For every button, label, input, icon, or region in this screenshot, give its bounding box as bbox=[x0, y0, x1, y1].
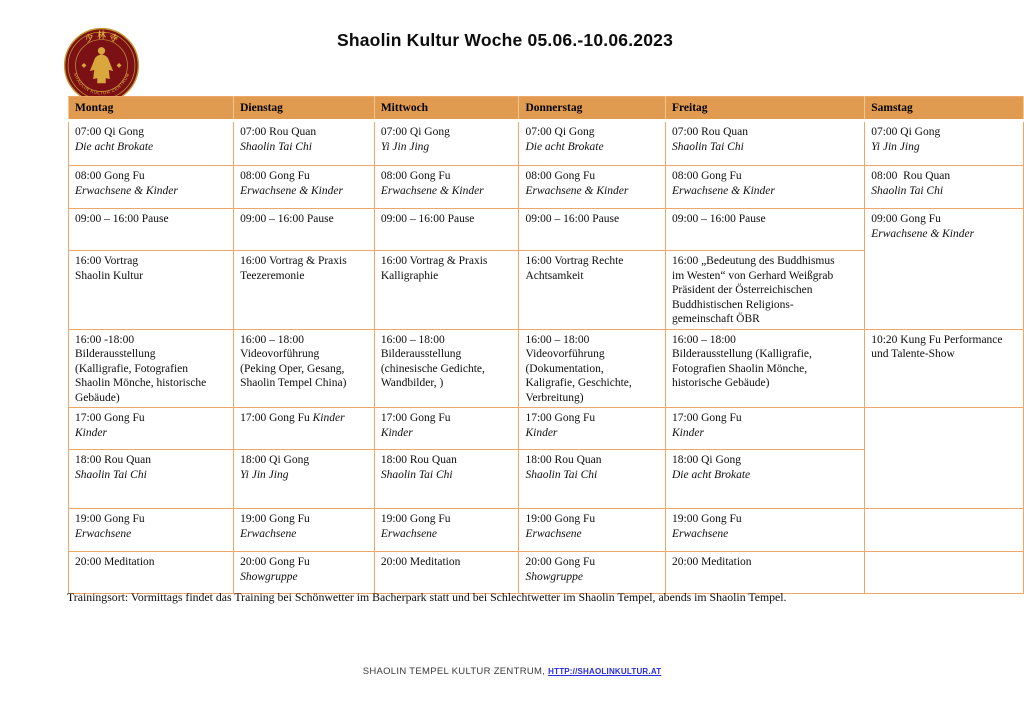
schedule-row-1 bbox=[69, 166, 1024, 209]
logo-ring-text: SHAOLIN KULTUR ZENTRUM bbox=[72, 72, 131, 96]
schedule-cell-line: Teezeremonie bbox=[240, 269, 305, 282]
schedule-cell-line: und Talente-Show bbox=[871, 348, 955, 360]
schedule-cell-line: Bilderausstellung bbox=[75, 348, 156, 360]
schedule-cell-r6-c1 bbox=[234, 450, 375, 509]
schedule-cell-line: 16:00 – 18:00 bbox=[380, 333, 445, 346]
schedule-cell-line: Kaligrafie, Geschichte, bbox=[525, 377, 632, 389]
schedule-cell-line: Shaolin Tai Chi bbox=[525, 468, 598, 481]
schedule-cell-r7-c1 bbox=[234, 509, 375, 552]
schedule-cell-line: Yi Jin Jing bbox=[240, 468, 289, 481]
schedule-cell-r4-c1 bbox=[234, 329, 375, 408]
footer-org-text: SHAOLIN TEMPEL KULTUR ZENTRUM, bbox=[362, 666, 549, 677]
schedule-row-8 bbox=[69, 552, 1024, 594]
schedule-cell-line: 19:00 Gong Fu bbox=[525, 513, 596, 525]
schedule-cell-line: Kinder bbox=[380, 426, 413, 439]
schedule-cell-line: Shaolin Mönche, historische bbox=[75, 377, 207, 389]
day-header-freitag: Freitag bbox=[666, 97, 865, 121]
schedule-cell-r3-c1 bbox=[234, 251, 375, 330]
schedule-cell-line: 17:00 Gong Fu Kinder bbox=[240, 412, 345, 424]
schedule-cell-r8-c5 bbox=[865, 552, 1024, 594]
schedule-cell-line: (Kalligrafie, Fotografien bbox=[75, 362, 189, 375]
schedule-cell-line: 20:00 Gong Fu bbox=[525, 556, 596, 568]
schedule-cell-line: historische Gebäude) bbox=[672, 377, 770, 389]
schedule-table bbox=[68, 96, 1024, 594]
day-header-donnerstag: Donnerstag bbox=[519, 97, 666, 121]
schedule-cell-line: gemeinschaft ÖBR bbox=[672, 313, 760, 325]
schedule-cell-r4-c5 bbox=[865, 329, 1024, 408]
schedule-cell-line: 19:00 Gong Fu bbox=[672, 513, 742, 525]
schedule-cell-line: Shaolin Tai Chi bbox=[871, 184, 944, 197]
schedule-cell-line: 17:00 Gong Fu bbox=[672, 412, 742, 424]
schedule-cell-r7-c4 bbox=[666, 509, 865, 552]
trainings-note: Trainingsort: Vormittags findet das Training bei Schönwetter im Bacherpark statt und bei Schlechtwetter im Shaolin Tempel, abends im Shaolin Tempel. bbox=[67, 590, 787, 604]
schedule-cell-r6-c0 bbox=[69, 450, 234, 509]
day-header-montag: Montag bbox=[69, 97, 234, 121]
schedule-cell-r2-c0 bbox=[69, 209, 234, 251]
schedule-cell-r1-c3 bbox=[519, 166, 666, 209]
schedule-cell-r1-c2 bbox=[374, 166, 519, 209]
schedule-cell-r3-c0 bbox=[69, 251, 234, 330]
schedule-cell-line: Bilderausstellung bbox=[380, 348, 462, 360]
schedule-cell-line: Erwachsene & Kinder bbox=[525, 184, 629, 197]
schedule-cell-line: Kalligraphie bbox=[380, 269, 439, 282]
schedule-cell-r3-c2 bbox=[374, 251, 519, 330]
schedule-cell-r5-c2 bbox=[374, 408, 519, 450]
schedule-cell-r0-c2 bbox=[374, 121, 519, 166]
schedule-cell-line: 09:00 – 16:00 Pause bbox=[380, 213, 475, 225]
schedule-row-0 bbox=[69, 121, 1024, 166]
schedule-cell-r6-c3 bbox=[519, 450, 666, 509]
schedule-cell-line: Kinder bbox=[672, 426, 704, 439]
schedule-cell-line: 18:00 Qi Gong bbox=[240, 454, 310, 466]
site-footer bbox=[0, 666, 1024, 677]
schedule-cell-r8-c3 bbox=[519, 552, 666, 594]
schedule-cell-line: 16:00 – 18:00 bbox=[240, 333, 304, 346]
schedule-cell-line: 18:00 Qi Gong bbox=[672, 454, 741, 466]
schedule-cell-line: 08:00 Gong Fu bbox=[380, 170, 451, 182]
schedule-cell-line: Fotografien Shaolin Mönche, bbox=[672, 362, 808, 375]
schedule-table-body bbox=[69, 121, 1024, 594]
schedule-cell-r6-c2 bbox=[374, 450, 519, 509]
schedule-cell-r5-c4 bbox=[666, 408, 865, 450]
schedule-cell-r1-c0 bbox=[69, 166, 234, 209]
schedule-cell-line: Erwachsene bbox=[75, 527, 132, 540]
schedule-cell-line: Gebäude) bbox=[75, 391, 120, 404]
schedule-cell-line: 09:00 – 16:00 Pause bbox=[240, 213, 334, 225]
schedule-cell-line: Bilderausstellung (Kalligrafie, bbox=[672, 348, 812, 360]
schedule-row-4 bbox=[69, 329, 1024, 408]
schedule-cell-line: 19:00 Gong Fu bbox=[380, 513, 451, 525]
schedule-cell-r6-c4 bbox=[666, 450, 865, 509]
schedule-row-5 bbox=[69, 408, 1024, 450]
schedule-cell-line: 09:00 – 16:00 Pause bbox=[672, 213, 766, 225]
schedule-cell-line: Erwachsene & Kinder bbox=[380, 184, 484, 197]
schedule-cell-line: 20:00 Meditation bbox=[672, 556, 752, 568]
schedule-cell-line: Shaolin Tai Chi bbox=[75, 468, 147, 481]
schedule-cell-line: Showgruppe bbox=[525, 570, 583, 583]
schedule-cell-line: 08:00 Rou Quan bbox=[871, 170, 951, 182]
schedule-cell-r7-c3 bbox=[519, 509, 666, 552]
schedule-cell-line: Erwachsene bbox=[380, 527, 438, 540]
schedule-cell-line: 17:00 Gong Fu bbox=[75, 412, 145, 424]
schedule-cell-line: 19:00 Gong Fu bbox=[75, 513, 145, 525]
schedule-cell-line: 17:00 Gong Fu bbox=[380, 412, 451, 424]
schedule-cell-line: 17:00 Gong Fu bbox=[525, 412, 596, 424]
schedule-cell-line: Erwachsene bbox=[240, 527, 297, 540]
schedule-cell-line: Shaolin Tai Chi bbox=[240, 140, 312, 153]
schedule-cell-line: 16:00 Vortrag Rechte bbox=[525, 255, 624, 267]
schedule-cell-line: Wandbilder, ) bbox=[380, 377, 444, 389]
schedule-cell-r2-c2 bbox=[374, 209, 519, 251]
day-header-dienstag: Dienstag bbox=[234, 97, 375, 121]
schedule-cell-line: 20:00 Meditation bbox=[75, 556, 155, 568]
schedule-cell-r4-c0 bbox=[69, 329, 234, 408]
schedule-cell-line: im Westen“ von Gerhard Weißgrab bbox=[672, 269, 834, 282]
schedule-cell-r1-c1 bbox=[234, 166, 375, 209]
schedule-cell-line: 07:00 Rou Quan bbox=[240, 126, 317, 138]
schedule-cell-r0-c1 bbox=[234, 121, 375, 166]
schedule-cell-line: 08:00 Gong Fu bbox=[75, 170, 145, 182]
schedule-cell-r0-c4 bbox=[666, 121, 865, 166]
page-title: Shaolin Kultur Woche 05.06.-10.06.2023 bbox=[336, 30, 673, 50]
schedule-cell-line: Die acht Brokate bbox=[75, 140, 154, 153]
schedule-cell-line: (chinesische Gedichte, bbox=[380, 362, 485, 375]
schedule-cell-line: 20:00 Gong Fu bbox=[240, 556, 310, 568]
schedule-cell-line: 16:00 Vortrag & Praxis bbox=[380, 255, 488, 267]
schedule-cell-line: (Peking Oper, Gesang, bbox=[240, 362, 345, 375]
schedule-cell-r4-c2 bbox=[374, 329, 519, 408]
schedule-cell-line: Buddhistischen Religions- bbox=[672, 298, 794, 311]
schedule-cell-line: Präsident der Österreichischen bbox=[672, 284, 813, 296]
schedule-cell-r0-c5 bbox=[865, 121, 1024, 166]
schedule-cell-line: Kinder bbox=[75, 426, 107, 439]
schedule-cell-line: 07:00 Qi Gong bbox=[871, 126, 941, 138]
schedule-cell-line: Shaolin Tai Chi bbox=[380, 468, 453, 481]
schedule-cell-r8-c4 bbox=[666, 552, 865, 594]
footer-website-link[interactable]: HTTP://SHAOLINKULTUR.AT bbox=[548, 667, 662, 676]
schedule-cell-line: 09:00 Gong Fu bbox=[871, 213, 941, 225]
schedule-cell-line: Videovorführung bbox=[240, 348, 320, 360]
schedule-cell-line: 07:00 Qi Gong bbox=[380, 126, 450, 138]
schedule-cell-line: Erwachsene & Kinder bbox=[871, 227, 975, 240]
schedule-cell-line: Die acht Brokate bbox=[525, 140, 604, 153]
schedule-cell-r2-c1 bbox=[234, 209, 375, 251]
schedule-cell-line: 08:00 Gong Fu bbox=[525, 170, 596, 182]
logo-top-characters: 少 林 寺 bbox=[83, 30, 120, 44]
schedule-cell-line: Die acht Brokate bbox=[672, 468, 751, 481]
schedule-cell-line: Showgruppe bbox=[240, 570, 298, 583]
schedule-cell-line: Shaolin Tai Chi bbox=[672, 140, 744, 153]
schedule-cell-line: 16:00 – 18:00 bbox=[672, 333, 736, 346]
schedule-cell-r1-c5 bbox=[865, 166, 1024, 209]
schedule-cell-line: Erwachsene & Kinder bbox=[75, 184, 178, 197]
schedule-cell-r7-c2 bbox=[374, 509, 519, 552]
schedule-cell-r0-c0 bbox=[69, 121, 234, 166]
schedule-cell-line: 09:00 – 16:00 Pause bbox=[525, 213, 620, 225]
schedule-cell-r8-c1 bbox=[234, 552, 375, 594]
schedule-cell-r3-c4 bbox=[666, 251, 865, 330]
schedule-cell-r0-c3 bbox=[519, 121, 666, 166]
schedule-cell-line: 16:00 „Bedeutung des Buddhismus bbox=[672, 255, 835, 267]
schedule-cell-line: 18:00 Rou Quan bbox=[75, 454, 152, 466]
schedule-row-2 bbox=[69, 209, 1024, 251]
schedule-cell-line: 16:00 Vortrag bbox=[75, 255, 139, 267]
schedule-cell-r5-c3 bbox=[519, 408, 666, 450]
schedule-cell-line: Erwachsene & Kinder bbox=[672, 184, 775, 197]
schedule-cell-r5-c0 bbox=[69, 408, 234, 450]
schedule-cell-line: Erwachsene & Kinder bbox=[240, 184, 343, 197]
schedule-cell-r4-c4 bbox=[666, 329, 865, 408]
schedule-cell-line: 18:00 Rou Quan bbox=[525, 454, 602, 466]
schedule-cell-line: Shaolin Tempel China) bbox=[240, 377, 347, 389]
schedule-cell-line: 18:00 Rou Quan bbox=[380, 454, 457, 466]
schedule-cell-line: 16:00 Vortrag & Praxis bbox=[240, 255, 347, 267]
schedule-cell-line: 08:00 Gong Fu bbox=[672, 170, 742, 182]
schedule-cell-r2-c4 bbox=[666, 209, 865, 251]
schedule-cell-r7-c0 bbox=[69, 509, 234, 552]
schedule-cell-r7-c5 bbox=[865, 509, 1024, 552]
schedule-cell-line: Yi Jin Jing bbox=[380, 140, 430, 153]
schedule-cell-line: Erwachsene bbox=[672, 527, 729, 540]
schedule-cell-line: 10:20 Kung Fu Performance bbox=[871, 333, 1003, 346]
schedule-cell-line: 16:00 -18:00 bbox=[75, 333, 135, 346]
schedule-cell-r8-c0 bbox=[69, 552, 234, 594]
schedule-cell-r4-c3 bbox=[519, 329, 666, 408]
schedule-cell-line: 20:00 Meditation bbox=[380, 556, 461, 568]
schedule-cell-line: (Dokumentation, bbox=[525, 362, 604, 375]
schedule-cell-r1-c4 bbox=[666, 166, 865, 209]
schedule-cell-line: Kinder bbox=[525, 426, 558, 439]
schedule-cell-r2-c3 bbox=[519, 209, 666, 251]
schedule-cell-r8-c2 bbox=[374, 552, 519, 594]
schedule-cell-line: 07:00 Rou Quan bbox=[672, 126, 749, 138]
schedule-cell-r3-c3 bbox=[519, 251, 666, 330]
schedule-cell-r2-c5 bbox=[865, 209, 1024, 330]
schedule-cell-line: Shaolin Kultur bbox=[75, 269, 144, 282]
schedule-cell-line: 16:00 – 18:00 bbox=[525, 333, 590, 346]
day-header-samstag: Samstag bbox=[865, 97, 1024, 121]
schedule-cell-line: 09:00 – 16:00 Pause bbox=[75, 213, 169, 225]
schedule-cell-line: Erwachsene bbox=[525, 527, 582, 540]
schedule-cell-line: 07:00 Qi Gong bbox=[75, 126, 144, 138]
schedule-cell-line: Verbreitung) bbox=[525, 391, 584, 404]
schedule-table-header bbox=[69, 97, 1024, 121]
schedule-cell-line: 19:00 Gong Fu bbox=[240, 513, 310, 525]
schedule-cell-line: 07:00 Qi Gong bbox=[525, 126, 595, 138]
schedule-cell-line: 08:00 Gong Fu bbox=[240, 170, 310, 182]
schedule-cell-line: Videovorführung bbox=[525, 348, 605, 360]
schedule-row-7 bbox=[69, 509, 1024, 552]
schedule-cell-line: Achtsamkeit bbox=[525, 269, 584, 282]
schedule-cell-line: Yi Jin Jing bbox=[871, 140, 920, 153]
day-header-mittwoch: Mittwoch bbox=[374, 97, 519, 121]
schedule-cell-r5-c1 bbox=[234, 408, 375, 450]
schedule-cell-r5-c5 bbox=[865, 408, 1024, 509]
